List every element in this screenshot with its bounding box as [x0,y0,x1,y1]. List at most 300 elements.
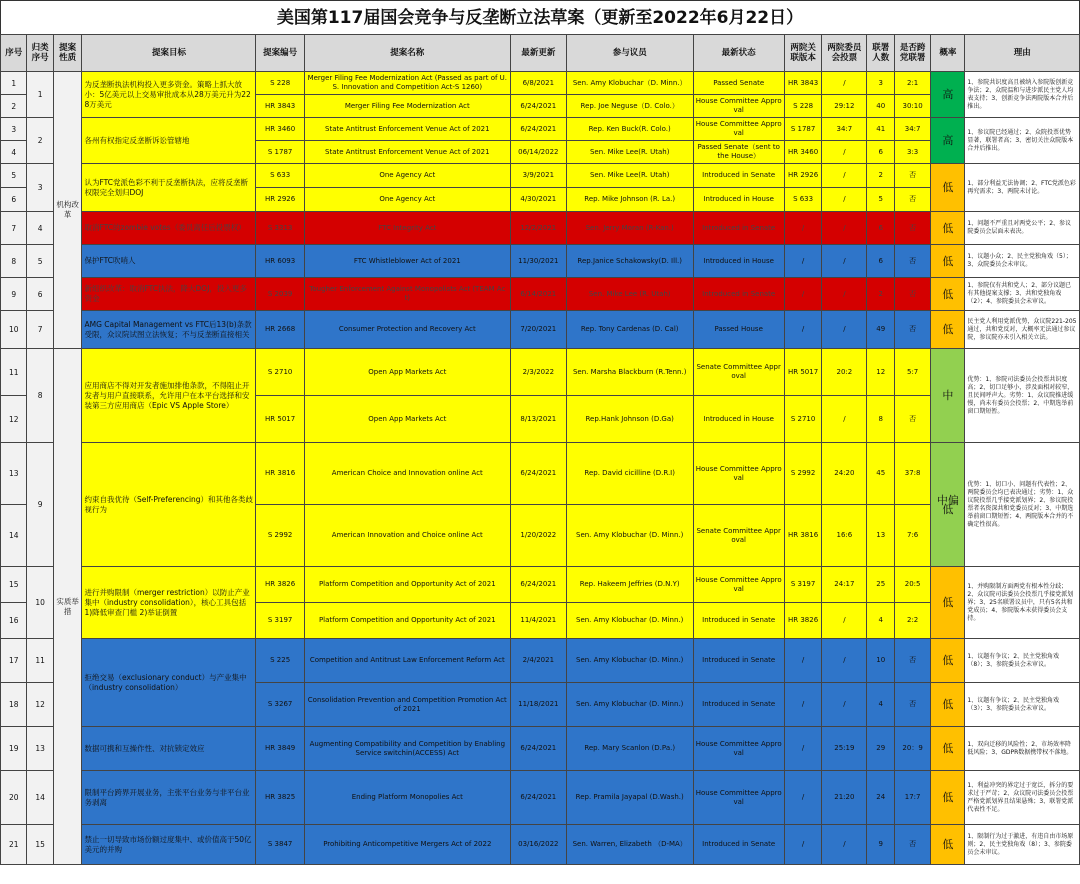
group-number: 8 [27,349,53,443]
bill-name: Merger Filing Fee Modernization Act [304,95,510,118]
goal-cell: 数据可携和互操作性、对抗锁定效应 [82,727,256,771]
bill-id: S 633 [256,164,304,188]
probability-cell: 低 [931,311,965,349]
group-number: 12 [27,683,53,727]
bipartisan-cell: 20:5 [894,567,930,603]
row-number: 12 [1,396,27,443]
table-row [1,245,1080,278]
status-cell: Passed Senate（sent to the House） [693,141,784,164]
related-cell: / [784,683,821,727]
bill-id: S 3313 [256,212,304,245]
vote-cell: 20:2 [822,349,867,396]
group-number: 4 [27,212,53,245]
member-cell: Sen. Warren, Elizabeth （D-MA） [566,825,693,865]
date-cell: 2/4/2021 [510,639,566,683]
bipartisan-cell: 否 [894,164,930,188]
reason-cell: 1、问题不严重且对两党公平；2、参议院委员会层面未表决。 [965,212,1080,245]
date-cell: 6/8/2021 [510,72,566,95]
bill-id: S 225 [256,639,304,683]
table-row [1,639,1080,683]
group-number: 9 [27,443,53,567]
date-cell: 11/4/2021 [510,603,566,639]
bill-name: FTC Integrity Act [304,212,510,245]
goal-cell: 各州有权指定反垄断诉讼管辖地 [82,118,256,164]
group-number: 13 [27,727,53,771]
vote-cell: 29:12 [822,95,867,118]
date-cell: 6/14/2021 [510,278,566,311]
status-cell: Introduced in House [693,245,784,278]
bill-name: FTC Whistleblower Act of 2021 [304,245,510,278]
related-cell: / [784,825,821,865]
reason-cell: 1、议题小众；2、民主党独角戏（5）；3、众院委员会未审议。 [965,245,1080,278]
bill-id: S 3197 [256,603,304,639]
row-number: 13 [1,443,27,505]
member-cell: Rep. Mary Scanlon (D.Pa.) [566,727,693,771]
related-cell: S 2992 [784,443,821,505]
bill-name: Consolidation Prevention and Competition Promotion Act of 2021 [304,683,510,727]
header-cell: 联署人数 [867,35,895,72]
group-number: 6 [27,278,53,311]
category-cell: 实质举措 [53,349,82,865]
probability-cell: 中 [931,349,965,443]
member-cell: Sen. Mike Lee(R. Utah) [566,141,693,164]
bill-name: One Agency Act [304,188,510,212]
related-cell: S 228 [784,95,821,118]
bipartisan-cell: 20：9 [894,727,930,771]
bill-id: S 2039 [256,278,304,311]
related-cell: / [784,212,821,245]
probability-cell: 低 [931,825,965,865]
probability-cell: 低 [931,164,965,212]
bill-name: Prohibiting Anticompetitive Mergers Act of 2022 [304,825,510,865]
vote-cell: 25:19 [822,727,867,771]
page-title: 美国第117届国会竞争与反垄断立法草案（更新至2022年6月22日） [0,0,1080,34]
table-row [1,164,1080,188]
cosponsor-cell: 45 [867,443,895,505]
status-cell: Senate Committee Approval [693,349,784,396]
table-row [1,771,1080,825]
related-cell: S 1787 [784,118,821,141]
row-number: 6 [1,188,27,212]
probability-cell: 高 [931,72,965,118]
group-number: 7 [27,311,53,349]
member-cell: Rep. Joe Neguse（D. Colo.） [566,95,693,118]
bill-id: HR 3849 [256,727,304,771]
bill-name: Ending Platform Monopolies Act [304,771,510,825]
date-cell: 8/13/2021 [510,396,566,443]
member-cell: Rep. Hakeem Jeffries (D.N.Y) [566,567,693,603]
status-cell: Introduced in Senate [693,603,784,639]
bill-id: S 3847 [256,825,304,865]
vote-cell: / [822,311,867,349]
vote-cell: / [822,396,867,443]
table-row [1,443,1080,505]
header-cell: 最新更新 [510,35,566,72]
date-cell: 06/14/2022 [510,141,566,164]
status-cell: House Committee Approval [693,727,784,771]
date-cell: 2/3/2022 [510,349,566,396]
cosponsor-cell: 13 [867,505,895,567]
bill-id: HR 3825 [256,771,304,825]
status-cell: Senate Committee Approval [693,505,784,567]
bipartisan-cell: 2:2 [894,603,930,639]
legislation-table [0,34,1080,865]
vote-cell: / [822,141,867,164]
related-cell: S 2710 [784,396,821,443]
cosponsor-cell: 6 [867,212,895,245]
bill-name: One Agency Act [304,164,510,188]
goal-cell: 约束自我优待（Self-Preferencing）和其他各类歧视行为 [82,443,256,567]
reason-cell: 1、部分利益无法协调；2、FTC党派色彩再究需求；3、两院未讨论。 [965,164,1080,212]
related-cell: HR 2926 [784,164,821,188]
table-row [1,727,1080,771]
member-cell: Sen. Amy Klobuchar (D. Minn.) [566,683,693,727]
related-cell: HR 3843 [784,72,821,95]
group-number: 11 [27,639,53,683]
goal-cell: AMG Capital Management vs FTC后13(b)条款受限，众议院试图立法恢复；不与反垄断直接相关 [82,311,256,349]
cosponsor-cell: 12 [867,349,895,396]
related-cell: S 633 [784,188,821,212]
related-cell: / [784,639,821,683]
bill-name: Open App Markets Act [304,396,510,443]
cosponsor-cell: 3 [867,72,895,95]
status-cell: Introduced in Senate [693,639,784,683]
status-cell: House Committee Approval [693,567,784,603]
row-number: 18 [1,683,27,727]
cosponsor-cell: 2 [867,278,895,311]
bill-name: Platform Competition and Opportunity Act of 2021 [304,567,510,603]
reason-cell: 1、双向迁移的风险性；2、市场效率降低风险；3、GDPR数据携带权不落地。 [965,727,1080,771]
cosponsor-cell: 29 [867,727,895,771]
date-cell: 6/24/2021 [510,567,566,603]
row-number: 2 [1,95,27,118]
bipartisan-cell: 否 [894,639,930,683]
date-cell: 4/30/2021 [510,188,566,212]
reason-cell: 1、参院共识度高且被纳入参院版创新竞争法；2、众院温和与进步派民主党人均表支持；3、创新竞争法两院版本合并后推出。 [965,72,1080,118]
table-row [1,212,1080,245]
group-number: 15 [27,825,53,865]
bipartisan-cell: 2:1 [894,72,930,95]
date-cell: 03/16/2022 [510,825,566,865]
header-cell: 参与议员 [566,35,693,72]
vote-cell: / [822,72,867,95]
reason-cell: 1、参议院已经通过；2、众院投票优势显著，联署者高；3、密切关注众院版本合并后推出。 [965,118,1080,164]
bill-id: S 3267 [256,683,304,727]
goal-cell: 应用商店不得对开发者施加排他条款，不得阻止开发者与用户直接联系，允许用户在本平台选择和安装第三方应用商店（Epic VS Apple Store） [82,349,256,443]
header-cell: 提案名称 [304,35,510,72]
probability-cell: 低 [931,278,965,311]
bill-id: HR 5017 [256,396,304,443]
probability-cell: 中偏低 [931,443,965,567]
bill-id: HR 3826 [256,567,304,603]
probability-cell: 低 [931,727,965,771]
reason-cell: 1、参院仅有共和党人；2、部分议题已有其他提案支撑；3、共和党独角戏（2）；4、参院委员会未审议。 [965,278,1080,311]
related-cell: / [784,278,821,311]
bill-id: S 1787 [256,141,304,164]
row-number: 1 [1,72,27,95]
member-cell: Sen. Amy Klobuchar (D. Minn.) [566,639,693,683]
status-cell: Introduced in Senate [693,683,784,727]
vote-cell: 24:17 [822,567,867,603]
goal-cell: 认为FTC党派色彩不利于反垄断执法，应将反垄断权限完全划归DOJ [82,164,256,212]
row-number: 5 [1,164,27,188]
related-cell: / [784,771,821,825]
vote-cell: 21:20 [822,771,867,825]
member-cell: Sen. Amy Klobuchar (D. Minn.) [566,603,693,639]
cosponsor-cell: 8 [867,396,895,443]
cosponsor-cell: 6 [867,141,895,164]
cosponsor-cell: 25 [867,567,895,603]
bill-id: HR 2926 [256,188,304,212]
vote-cell: 34:7 [822,118,867,141]
vote-cell: 24:20 [822,443,867,505]
row-number: 15 [1,567,27,603]
member-cell: Rep. Tony Cardenas (D. Cal) [566,311,693,349]
related-cell: HR 3826 [784,603,821,639]
bill-id: S 2992 [256,505,304,567]
bill-id: S 2710 [256,349,304,396]
status-cell: Introduced in House [693,188,784,212]
cosponsor-cell: 9 [867,825,895,865]
goal-cell: 拒绝交易（exclusionary conduct）与产业集中（industry consolidation） [82,639,256,727]
vote-cell: / [822,825,867,865]
date-cell: 11/30/2021 [510,245,566,278]
member-cell: Sen. Marsha Blackburn (R.Tenn.) [566,349,693,396]
related-cell: HR 3816 [784,505,821,567]
row-number: 16 [1,603,27,639]
cosponsor-cell: 6 [867,245,895,278]
probability-cell: 低 [931,639,965,683]
header-row [1,35,1080,72]
bill-name: Competition and Antitrust Law Enforcement Reform Act [304,639,510,683]
vote-cell: / [822,639,867,683]
goal-cell: 新组织改革：取消FTC执法，降大DOJ，投入更多资金 [82,278,256,311]
status-cell: Introduced in Senate [693,212,784,245]
cosponsor-cell: 24 [867,771,895,825]
probability-cell: 低 [931,567,965,639]
vote-cell: / [822,212,867,245]
bill-name: Tougher Enforcement Against Monopolists Act (TEAM Act) [304,278,510,311]
group-number: 2 [27,118,53,164]
bill-id: HR 6093 [256,245,304,278]
goal-cell: 禁止一切导致市场份额过度集中、或价值高于50亿美元的并购 [82,825,256,865]
table-row [1,349,1080,396]
vote-cell: 16:6 [822,505,867,567]
date-cell: 11/18/2021 [510,683,566,727]
probability-cell: 高 [931,118,965,164]
member-cell: Rep. David cicilline (D.R.I) [566,443,693,505]
bipartisan-cell: 5:7 [894,349,930,396]
status-cell: House Committee Approval [693,443,784,505]
bipartisan-cell: 否 [894,212,930,245]
member-cell: Sen. Jerry Moran (R-Kan.) [566,212,693,245]
member-cell: Rep.Janice Schakowsky(D. Ill.) [566,245,693,278]
header-cell: 最新状态 [693,35,784,72]
reason-cell: 1、限制行为过于激进，有违自由市场原则；2、民主党独角戏（8）；3、参院委员会未审议。 [965,825,1080,865]
header-cell: 归类序号 [27,35,53,72]
goal-cell: 为反垄断执法机构投入更多资金。策略上抓大放小：5亿美元以上交易审批成本从28万美元升为228万美元 [82,72,256,118]
member-cell: Sen. Mike Lee(R. Utah) [566,164,693,188]
table-row [1,72,1080,95]
member-cell: Rep. Ken Buck(R. Colo.) [566,118,693,141]
status-cell: Introduced in Senate [693,825,784,865]
goal-cell: 进行并购限制（merger restriction）以防止产业集中（industry consolidation），核心工具包括 1)降低审查门槛 2)举证倒置 [82,567,256,639]
status-cell: House Committee Approval [693,95,784,118]
date-cell: 6/24/2021 [510,443,566,505]
goal-cell: 取消FTC的zombie votes（委员离任后投票权） [82,212,256,245]
vote-cell: / [822,245,867,278]
reason-cell: 1、议题有争议；2、民主党独角戏（3）；3、参院委员会未审议。 [965,683,1080,727]
header-cell: 概率 [931,35,965,72]
row-number: 17 [1,639,27,683]
related-cell: / [784,311,821,349]
reason-cell: 1、议题有争议；2、民主党独角戏（8）；3、参院委员会未审议。 [965,639,1080,683]
cosponsor-cell: 49 [867,311,895,349]
header-cell: 两院关联版本 [784,35,821,72]
goal-cell: 保护FTC吹哨人 [82,245,256,278]
table-row [1,825,1080,865]
member-cell: Sen. Amy Klobuchar (D. Minn.) [566,505,693,567]
row-number: 7 [1,212,27,245]
date-cell: 6/24/2021 [510,95,566,118]
status-cell: Passed House [693,311,784,349]
related-cell: / [784,727,821,771]
group-number: 10 [27,567,53,639]
header-cell: 序号 [1,35,27,72]
group-number: 14 [27,771,53,825]
date-cell: 1/20/2022 [510,505,566,567]
header-cell: 理由 [965,35,1080,72]
category-cell: 机构改革 [53,72,82,349]
status-cell: Passed Senate [693,72,784,95]
bill-name: Open App Markets Act [304,349,510,396]
bipartisan-cell: 30:10 [894,95,930,118]
bill-id: HR 2668 [256,311,304,349]
row-number: 14 [1,505,27,567]
vote-cell: / [822,278,867,311]
probability-cell: 低 [931,212,965,245]
date-cell: 3/9/2021 [510,164,566,188]
row-number: 9 [1,278,27,311]
table-row [1,567,1080,603]
status-cell: House Committee Approval [693,118,784,141]
bipartisan-cell: 否 [894,245,930,278]
header-cell: 提案编号 [256,35,304,72]
bipartisan-cell: 37:8 [894,443,930,505]
row-number: 11 [1,349,27,396]
date-cell: 6/24/2021 [510,118,566,141]
group-number: 5 [27,245,53,278]
table-row [1,311,1080,349]
reason-cell: 民主党人利用党派优势，众议院221-205通过，共和党反对，大概率无法通过参议院，参议院亦未引入相关立法。 [965,311,1080,349]
bipartisan-cell: 否 [894,825,930,865]
date-cell: 7/20/2021 [510,311,566,349]
group-number: 1 [27,72,53,118]
probability-cell: 低 [931,245,965,278]
date-cell: 12/2/2021 [510,212,566,245]
member-cell: Sen. Amy Klobuchar（D. Minn.） [566,72,693,95]
bill-name: Consumer Protection and Recovery Act [304,311,510,349]
bill-id: HR 3816 [256,443,304,505]
table-row [1,278,1080,311]
bill-name: Platform Competition and Opportunity Act of 2021 [304,603,510,639]
reason-cell: 1、并购限制方面两党有根本性分歧；2、众议院司法委员会投票几乎接党派划界；3、25名联署议员中，只有5名共和党成员；4、参院版本未获得委员会支持。 [965,567,1080,639]
probability-cell: 低 [931,771,965,825]
reason-cell: 1、利益冲突的界定过于宽泛，拆分的要求过于严苛；2、众议院司法委员会投票严格党派划界且结果悬殊；3、联署党派代表性不足。 [965,771,1080,825]
member-cell: Rep. Mike Johnson (R. La.) [566,188,693,212]
row-number: 10 [1,311,27,349]
bill-id: S 228 [256,72,304,95]
cosponsor-cell: 5 [867,188,895,212]
bipartisan-cell: 7:6 [894,505,930,567]
related-cell: HR 3460 [784,141,821,164]
row-number: 8 [1,245,27,278]
bipartisan-cell: 3:3 [894,141,930,164]
group-number: 3 [27,164,53,212]
bill-name: Augmenting Compatibility and Competition by Enabling Service switchin(ACCESS) Act [304,727,510,771]
vote-cell: / [822,188,867,212]
status-cell: Introduced in Senate [693,164,784,188]
status-cell: Introduced in Senate [693,278,784,311]
cosponsor-cell: 2 [867,164,895,188]
cosponsor-cell: 4 [867,603,895,639]
status-cell: House Committee Approval [693,771,784,825]
related-cell: HR 5017 [784,349,821,396]
bill-name: State Antitrust Enforcement Venue Act of 2021 [304,118,510,141]
bipartisan-cell: 17:7 [894,771,930,825]
member-cell: Rep.Hank Johnson (D.Ga) [566,396,693,443]
bipartisan-cell: 否 [894,278,930,311]
row-number: 21 [1,825,27,865]
cosponsor-cell: 10 [867,639,895,683]
header-cell: 提案性质 [53,35,82,72]
bipartisan-cell: 否 [894,188,930,212]
goal-cell: 限制平台跨界开展业务，主张平台业务与非平台业务剥离 [82,771,256,825]
table-row [1,118,1080,141]
row-number: 3 [1,118,27,141]
vote-cell: / [822,603,867,639]
date-cell: 6/24/2021 [510,727,566,771]
row-number: 20 [1,771,27,825]
row-number: 19 [1,727,27,771]
bill-name: American Choice and Innovation online Act [304,443,510,505]
probability-cell: 低 [931,683,965,727]
status-cell: Introduced in House [693,396,784,443]
row-number: 4 [1,141,27,164]
vote-cell: / [822,164,867,188]
related-cell: / [784,245,821,278]
header-cell: 提案目标 [82,35,256,72]
vote-cell: / [822,683,867,727]
bipartisan-cell: 否 [894,396,930,443]
related-cell: S 3197 [784,567,821,603]
bill-name: American Innovation and Choice online Act [304,505,510,567]
header-cell: 两院委员会投票 [822,35,867,72]
bipartisan-cell: 否 [894,311,930,349]
bill-name: Merger Filing Fee Modernization Act (Passed as part of U.S. Innovation and Competition Act-S 1260) [304,72,510,95]
cosponsor-cell: 4 [867,683,895,727]
date-cell: 6/24/2021 [510,771,566,825]
member-cell: Rep. Pramila Jayapal (D.Wash.) [566,771,693,825]
cosponsor-cell: 41 [867,118,895,141]
bill-name: State Antitrust Enforcement Venue Act of 2021 [304,141,510,164]
cosponsor-cell: 40 [867,95,895,118]
header-cell: 是否跨党联署 [894,35,930,72]
member-cell: Sen. Mike Lee (R. Utah) [566,278,693,311]
bill-id: HR 3843 [256,95,304,118]
bipartisan-cell: 34:7 [894,118,930,141]
reason-cell: 优势：1、切口小、问题有代表性；2、两院委员会均已表决通过；劣势：1、众议院投票几乎接党派划界；2、参议院投票者名资深共和党委员反对；3、中期选举前窗口期短暂；4、两院版本合并的不确定性很高。 [965,443,1080,567]
